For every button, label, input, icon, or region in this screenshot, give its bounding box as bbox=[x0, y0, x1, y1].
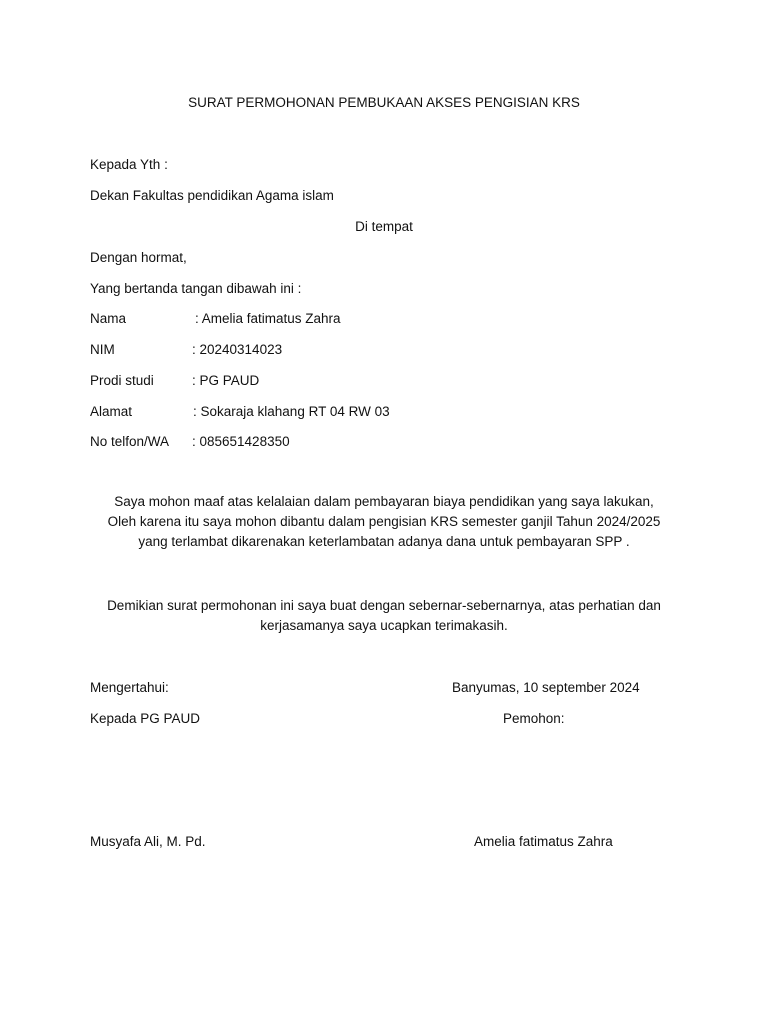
letter-title: SURAT PERMOHONAN PEMBUKAAN AKSES PENGISIAN KRS bbox=[188, 95, 580, 110]
right-place-date: Banyumas, 10 september 2024 bbox=[452, 680, 640, 695]
closing-line: Demikian surat permohonan ini saya buat dengan sebernar-sebernarnya, atas perhatian dan bbox=[107, 598, 661, 613]
body-line: Oleh karena itu saya mohon dibantu dalam pengisian KRS semester ganjil Tahun 2024/2025 bbox=[107, 514, 661, 529]
recipient-salutation: Kepada Yth : bbox=[90, 157, 168, 172]
field-label: No telfon/WA bbox=[90, 434, 170, 449]
left-signature-role: Kepada PG PAUD bbox=[90, 711, 201, 726]
field-value: : PG PAUD bbox=[192, 373, 260, 388]
field-value: : 20240314023 bbox=[192, 342, 283, 357]
recipient-place: Di tempat bbox=[355, 219, 413, 234]
left-signature-name: Musyafa Ali, M. Pd. bbox=[90, 834, 206, 849]
field-value: : Sokaraja klahang RT 04 RW 03 bbox=[193, 404, 390, 419]
field-value: : 085651428350 bbox=[192, 434, 290, 449]
closing-line: kerjasamanya saya ucapkan terimakasih. bbox=[260, 618, 508, 633]
field-label: Prodi studi bbox=[90, 373, 154, 388]
body-line: yang terlambat dikarenakan keterlambatan adanya dana untuk pembayaran SPP . bbox=[138, 534, 630, 549]
field-label: Nama bbox=[90, 311, 127, 326]
closing-paragraph bbox=[60, 596, 708, 636]
recipient-name: Dekan Fakultas pendidikan Agama islam bbox=[90, 188, 334, 203]
right-signature-role: Pemohon: bbox=[503, 711, 565, 726]
right-signature-name: Amelia fatimatus Zahra bbox=[474, 834, 613, 849]
body-paragraph bbox=[60, 492, 708, 552]
body-line: Saya mohon maaf atas kelalaian dalam pembayaran biaya pendidikan yang saya lakukan, bbox=[114, 494, 654, 509]
greeting: Dengan hormat, bbox=[90, 250, 187, 265]
intro-text: Yang bertanda tangan dibawah ini : bbox=[90, 281, 302, 296]
field-label: NIM bbox=[90, 342, 115, 357]
left-signature-label: Mengertahui: bbox=[90, 680, 169, 695]
field-label: Alamat bbox=[90, 404, 133, 419]
field-value: : Amelia fatimatus Zahra bbox=[195, 311, 341, 326]
